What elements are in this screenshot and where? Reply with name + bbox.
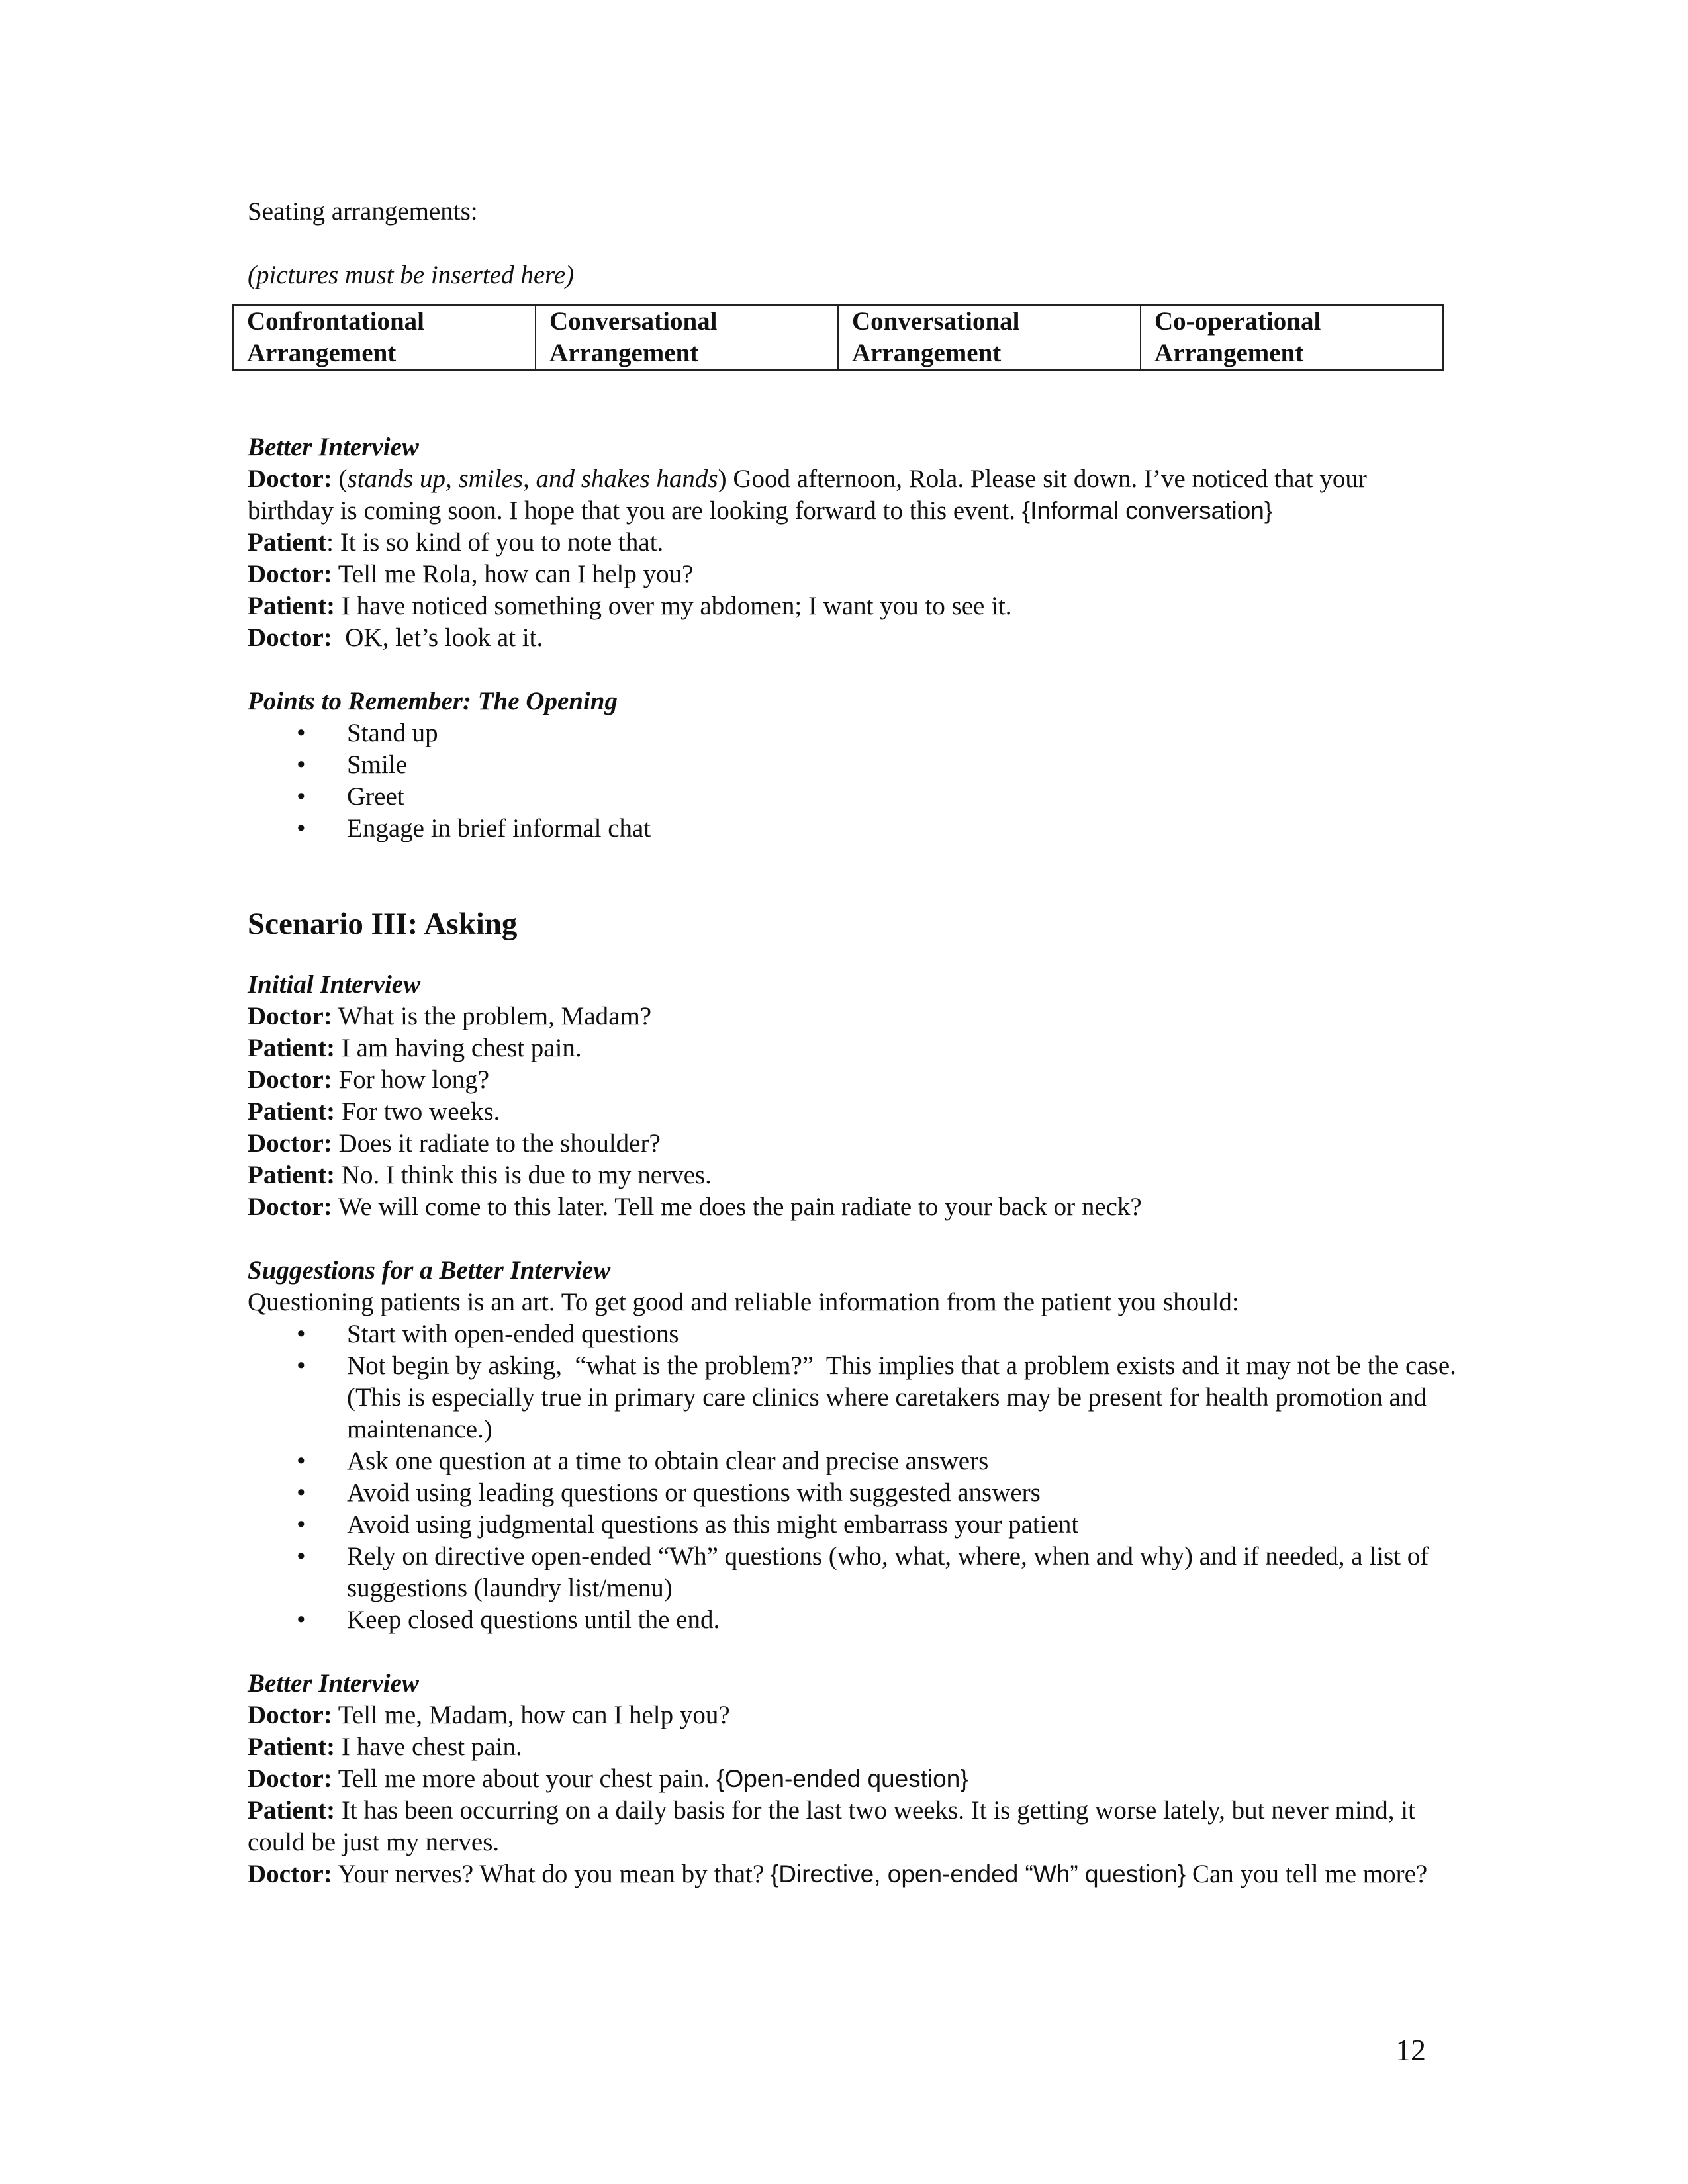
dialogue-line: Patient: It has been occurring on a daily basis for the last two weeks. It is getting worse lately, but never mind, it could be just my nerves. bbox=[248, 1796, 1415, 1856]
suggestions-title: Suggestions for a Better Interview bbox=[248, 1256, 611, 1285]
list-item: • Greet bbox=[297, 782, 404, 811]
suggestions-intro: Questioning patients is an art. To get good and reliable information from the patient you should: bbox=[248, 1288, 1239, 1316]
seating-heading: Seating arrangements: bbox=[248, 197, 478, 226]
dialogue-line: Doctor: OK, let’s look at it. bbox=[248, 623, 543, 652]
list-item: • Rely on directive open-ended “Wh” questions (who, what, where, when and why) and if needed, a list of suggestions (laundry list/menu) bbox=[297, 1542, 1429, 1602]
annotation-tag: {Open-ended question} bbox=[716, 1765, 968, 1792]
better-interview-title-1: Better Interview bbox=[248, 433, 419, 461]
list-item: • Not begin by asking, “what is the problem?” This implies that a problem exists and it may not be the case. (This is especially true in primary care clinics where caretakers may be present for health promotion and maintenance.) bbox=[297, 1351, 1463, 1443]
dialogue-line: Doctor: Tell me, Madam, how can I help you? bbox=[248, 1701, 730, 1729]
table-cell-conversational-1: Conversational Arrangement bbox=[536, 305, 838, 370]
table-row bbox=[233, 305, 1443, 370]
annotation-tag: {Informal conversation} bbox=[1021, 497, 1273, 524]
dialogue-line: Patient: It is so kind of you to note that. bbox=[248, 528, 664, 557]
table-cell-confrontational: Confrontational Arrangement bbox=[233, 305, 536, 370]
dialogue-line: Doctor: We will come to this later. Tell me does the pain radiate to your back or neck? bbox=[248, 1193, 1142, 1221]
list-item: • Avoid using judgmental questions as this might embarrass your patient bbox=[297, 1510, 1079, 1539]
initial-interview-title: Initial Interview bbox=[248, 970, 421, 999]
seating-note: (pictures must be inserted here) bbox=[248, 261, 575, 289]
table-cell-cooperational: Co-operational Arrangement bbox=[1141, 305, 1443, 370]
table-cell-conversational-2: Conversational Arrangement bbox=[838, 305, 1141, 370]
list-item: • Smile bbox=[297, 751, 408, 779]
list-item: • Start with open-ended questions bbox=[297, 1320, 679, 1348]
page-number: 12 bbox=[1395, 2033, 1426, 2067]
list-item: • Engage in brief informal chat bbox=[297, 814, 651, 842]
arrangement-table bbox=[232, 304, 1444, 371]
dialogue-line: Patient: I have chest pain. bbox=[248, 1733, 522, 1761]
dialogue-line: Doctor: Your nerves? What do you mean by that? {Directive, open-ended “Wh” question} Can you tell me more? bbox=[248, 1860, 1428, 1888]
annotation-tag: {Directive, open-ended “Wh” question} bbox=[770, 1860, 1186, 1888]
list-item: • Ask one question at a time to obtain clear and precise answers bbox=[297, 1447, 989, 1475]
dialogue-line: Patient: No. I think this is due to my nerves. bbox=[248, 1161, 712, 1189]
dialogue-line: Doctor: (stands up, smiles, and shakes hands) Good afternoon, Rola. Please sit down. I’ve noticed that your birthday is coming soon. I hope that you are looking forward to this event. {Informal conversation} bbox=[248, 465, 1367, 525]
dialogue-line: Doctor: Tell me more about your chest pain. {Open-ended question} bbox=[248, 1764, 968, 1793]
page-content bbox=[247, 196, 1463, 1890]
list-item: • Avoid using leading questions or questions with suggested answers bbox=[297, 1479, 1041, 1507]
dialogue-line: Doctor: Does it radiate to the shoulder? bbox=[248, 1129, 661, 1158]
points-list bbox=[248, 717, 1456, 844]
dialogue-line: Patient: For two weeks. bbox=[248, 1097, 500, 1126]
list-item: • Stand up bbox=[297, 719, 438, 747]
dialogue-line: Patient: I have noticed something over my abdomen; I want you to see it. bbox=[248, 592, 1012, 620]
dialogue-line: Patient: I am having chest pain. bbox=[248, 1034, 582, 1062]
dialogue-line: Doctor: Tell me Rola, how can I help you? bbox=[248, 560, 694, 588]
points-title: Points to Remember: The Opening bbox=[248, 687, 618, 715]
dialogue-line: Doctor: For how long? bbox=[248, 1066, 490, 1094]
better-interview-title-2: Better Interview bbox=[248, 1669, 419, 1698]
dialogue-line: Doctor: What is the problem, Madam? bbox=[248, 1002, 652, 1030]
list-item: • Keep closed questions until the end. bbox=[297, 1606, 720, 1634]
scenario-heading: Scenario III: Asking bbox=[248, 907, 518, 941]
suggestions-list bbox=[248, 1318, 1463, 1636]
